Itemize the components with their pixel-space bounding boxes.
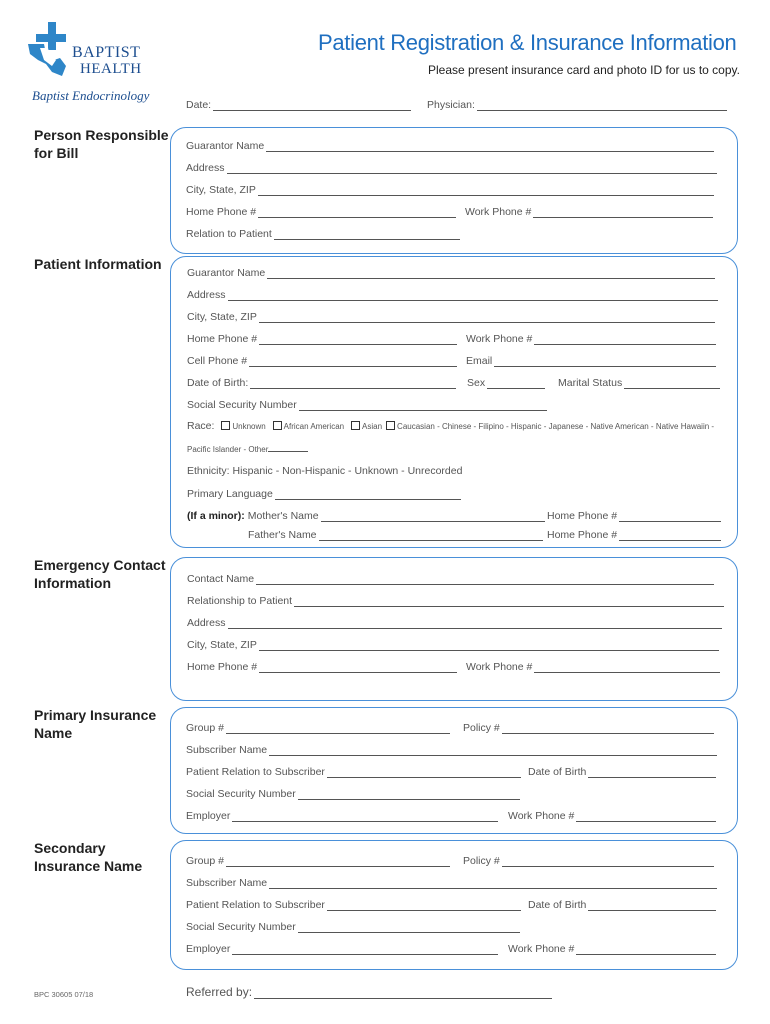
label: Relationship to Patient — [187, 595, 293, 607]
section-title-responsible: Person Responsible for Bill — [34, 127, 169, 161]
form-code: BPC 30605 07/18 — [34, 990, 94, 999]
input-line[interactable] — [232, 811, 498, 822]
pat-sex-field[interactable] — [467, 375, 545, 389]
sec-policy-field[interactable] — [463, 853, 714, 867]
sec-employer-field[interactable] — [186, 941, 498, 955]
label: Subscriber Name — [186, 877, 268, 889]
em-relationship-field[interactable] — [187, 593, 724, 607]
label: Father's Name — [248, 529, 317, 541]
input-line[interactable] — [275, 489, 461, 500]
input-line[interactable] — [259, 312, 715, 323]
pat-marital-field[interactable] — [558, 375, 720, 389]
label: Home Phone # — [547, 529, 618, 541]
input-line[interactable] — [319, 530, 543, 541]
baptist-health-logo — [26, 20, 76, 78]
sec-subscriber-field[interactable] — [186, 875, 717, 889]
pat-father-phone-field[interactable] — [547, 527, 721, 541]
label: Group # — [186, 855, 224, 867]
label: Date of Birth — [528, 766, 587, 778]
input-line[interactable] — [266, 141, 714, 152]
sec-group-field[interactable] — [186, 853, 450, 867]
pri-subscriber-field[interactable] — [186, 742, 717, 756]
label: Date of Birth — [528, 899, 587, 911]
input-line[interactable] — [327, 900, 521, 911]
label: Employer — [186, 810, 231, 822]
label: Home Phone # — [187, 661, 258, 673]
label: Primary Language — [187, 488, 273, 500]
input-line[interactable] — [250, 378, 456, 389]
input-line[interactable] — [258, 185, 714, 196]
em-work-phone-field[interactable] — [466, 659, 720, 673]
page-subtitle: Please present insurance card and photo ID for us to copy. — [428, 63, 740, 77]
label: Work Phone # — [508, 943, 575, 955]
input-line[interactable] — [534, 662, 720, 673]
input-line[interactable] — [226, 723, 450, 734]
input-line[interactable] — [494, 356, 716, 367]
race-african-checkbox[interactable] — [273, 421, 282, 430]
label: City, State, ZIP — [187, 311, 257, 323]
label: Address — [187, 289, 226, 301]
input-line[interactable] — [321, 511, 545, 522]
label: Social Security Number — [187, 399, 297, 411]
input-line[interactable] — [259, 640, 719, 651]
input-line[interactable] — [588, 900, 716, 911]
input-line[interactable] — [267, 268, 715, 279]
input-line[interactable] — [298, 789, 520, 800]
race-options-2 — [187, 443, 308, 455]
pri-group-field[interactable] — [186, 720, 450, 734]
brand-name: BAPTIST — [72, 44, 141, 61]
pat-dob-field[interactable] — [187, 375, 456, 389]
input-line[interactable] — [588, 767, 716, 778]
input-line[interactable] — [299, 400, 547, 411]
resp-address-field[interactable] — [186, 160, 717, 174]
pat-guarantor-field[interactable] — [187, 265, 715, 279]
input-line[interactable] — [619, 530, 721, 541]
input-line[interactable] — [258, 207, 456, 218]
sec-work-phone-field[interactable] — [508, 941, 716, 955]
ethnicity-label: Ethnicity: Hispanic - Non-Hispanic - Unknown - Unrecorded — [187, 465, 463, 477]
input-line[interactable] — [576, 811, 716, 822]
label: Marital Status — [558, 377, 623, 389]
date-line[interactable] — [213, 100, 411, 111]
pri-relation-field[interactable] — [186, 764, 521, 778]
race-rest-label: Caucasian - Chinese - Filipino - Hispanic - Japanese - Native American - Native Hawaiin - — [397, 422, 715, 431]
input-line[interactable] — [249, 356, 457, 367]
section-title-patient: Patient Information — [34, 256, 162, 272]
pat-cell-phone-field[interactable] — [187, 353, 457, 367]
page-title: Patient Registration & Insurance Information — [318, 30, 737, 55]
race-other-line[interactable] — [268, 443, 308, 452]
race-options — [187, 420, 714, 432]
input-line[interactable] — [502, 723, 714, 734]
race-asian-checkbox[interactable] — [351, 421, 360, 430]
input-line[interactable] — [226, 856, 450, 867]
input-line[interactable] — [327, 767, 521, 778]
race-asian-label: Asian — [362, 422, 383, 431]
referred-line[interactable] — [254, 988, 552, 999]
pri-employer-field[interactable] — [186, 808, 498, 822]
label: Group # — [186, 722, 224, 734]
resp-city-field[interactable] — [186, 182, 714, 196]
input-line[interactable] — [256, 574, 714, 585]
input-line[interactable] — [534, 334, 716, 345]
section-title-emergency: Emergency Contact Information — [34, 557, 166, 591]
label: Cell Phone # — [187, 355, 248, 367]
pri-policy-field[interactable] — [463, 720, 714, 734]
label: Home Phone # — [547, 510, 618, 522]
minor-label: (If a minor): — [187, 510, 245, 522]
referred-by-field[interactable] — [186, 985, 552, 999]
label: Address — [186, 162, 225, 174]
input-line[interactable] — [576, 944, 716, 955]
race-unknown-checkbox[interactable] — [221, 421, 230, 430]
pat-language-field[interactable] — [187, 486, 461, 500]
pri-work-phone-field[interactable] — [508, 808, 716, 822]
em-contact-field[interactable] — [187, 571, 714, 585]
physician-label: Physician: — [427, 99, 475, 111]
resp-relation-field[interactable] — [186, 226, 460, 240]
input-line[interactable] — [269, 878, 717, 889]
label: Employer — [186, 943, 231, 955]
date-field[interactable] — [186, 97, 411, 111]
sec-ssn-field[interactable] — [186, 919, 520, 933]
label: Home Phone # — [186, 206, 257, 218]
resp-work-phone-field[interactable] — [465, 204, 713, 218]
brand-subname: HEALTH — [80, 61, 142, 77]
label: City, State, ZIP — [187, 639, 257, 651]
label: Work Phone # — [466, 661, 533, 673]
section-title-secondary: Secondary Insurance Name — [34, 840, 143, 874]
input-line[interactable] — [259, 662, 457, 673]
input-line[interactable] — [298, 922, 520, 933]
department-name: Baptist Endocrinology — [32, 88, 150, 103]
input-line[interactable] — [294, 596, 724, 607]
pat-email-field[interactable] — [466, 353, 716, 367]
race-african-label: African American — [283, 422, 345, 431]
pat-ethnicity-field — [187, 463, 462, 477]
input-line[interactable] — [259, 334, 457, 345]
input-line[interactable] — [228, 290, 718, 301]
em-city-field[interactable] — [187, 637, 719, 651]
pri-dob-field[interactable] — [528, 764, 716, 778]
pat-city-field[interactable] — [187, 309, 715, 323]
input-line[interactable] — [269, 745, 717, 756]
label: Date of Birth: — [187, 377, 249, 389]
pri-ssn-field[interactable] — [186, 786, 520, 800]
label: Social Security Number — [186, 921, 296, 933]
label: Patient Relation to Subscriber — [186, 766, 325, 778]
section-title-primary: Primary Insurance Name — [34, 707, 157, 741]
label: Policy # — [463, 722, 500, 734]
em-home-phone-field[interactable] — [187, 659, 457, 673]
label: Sex — [467, 377, 486, 389]
race-label: Race: — [187, 420, 215, 432]
label: Work Phone # — [466, 333, 533, 345]
input-line[interactable] — [502, 856, 714, 867]
physician-line[interactable] — [477, 100, 727, 111]
label: Contact Name — [187, 573, 255, 585]
label: Policy # — [463, 855, 500, 867]
sec-dob-field[interactable] — [528, 897, 716, 911]
label: Work Phone # — [508, 810, 575, 822]
input-line[interactable] — [619, 511, 721, 522]
label: Social Security Number — [186, 788, 296, 800]
resp-guarantor-field[interactable] — [186, 138, 714, 152]
label: Address — [187, 617, 226, 629]
race-caucasian-checkbox[interactable] — [386, 421, 395, 430]
pat-home-phone-field[interactable] — [187, 331, 457, 345]
label: Guarantor Name — [186, 140, 265, 152]
input-line[interactable] — [624, 378, 720, 389]
input-line[interactable] — [227, 163, 717, 174]
pat-mother-phone-field[interactable] — [547, 508, 721, 522]
date-label: Date: — [186, 99, 212, 111]
race-rest2-label: Pacific Islander - Other — [187, 445, 269, 454]
pat-ssn-field[interactable] — [187, 397, 547, 411]
race-unknown-label: Unknown — [232, 422, 266, 431]
input-line[interactable] — [487, 378, 545, 389]
input-line[interactable] — [274, 229, 460, 240]
label: Email — [466, 355, 493, 367]
pat-address-field[interactable] — [187, 287, 718, 301]
input-line[interactable] — [533, 207, 713, 218]
resp-home-phone-field[interactable] — [186, 204, 456, 218]
input-line[interactable] — [228, 618, 722, 629]
label: Mother's Name — [247, 510, 319, 522]
pat-work-phone-field[interactable] — [466, 331, 716, 345]
pat-mother-field[interactable] — [187, 508, 545, 522]
cross-logo-icon — [26, 20, 76, 78]
label: Patient Relation to Subscriber — [186, 899, 325, 911]
referred-label: Referred by: — [186, 985, 253, 999]
em-address-field[interactable] — [187, 615, 722, 629]
label: City, State, ZIP — [186, 184, 256, 196]
label: Home Phone # — [187, 333, 258, 345]
input-line[interactable] — [232, 944, 498, 955]
physician-field[interactable] — [427, 97, 727, 111]
label: Guarantor Name — [187, 267, 266, 279]
label: Subscriber Name — [186, 744, 268, 756]
pat-father-field[interactable] — [248, 527, 543, 541]
label: Relation to Patient — [186, 228, 272, 240]
sec-relation-field[interactable] — [186, 897, 521, 911]
label: Work Phone # — [465, 206, 532, 218]
